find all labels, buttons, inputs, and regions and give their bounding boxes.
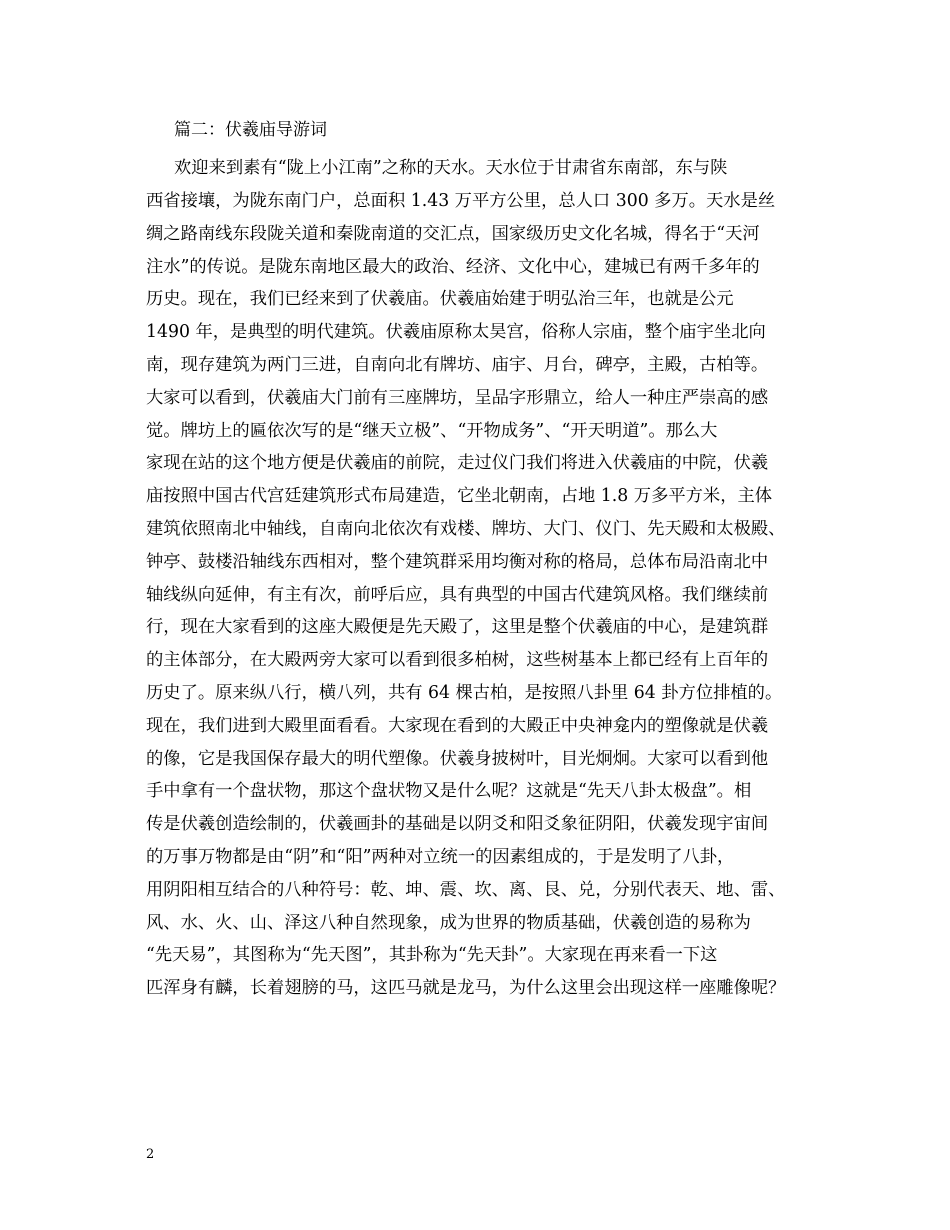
paragraph-line: 的主体部分，在大殿两旁大家可以看到很多柏树，这些树基本上都已经有上百年的 [146, 650, 769, 671]
paragraph-line: 钟亭、鼓楼沿轴线东西相对，整个建筑群采用均衡对称的格局，总体布局沿南北中 [146, 551, 769, 572]
paragraph-line: 匹浑身有麟，长着翅膀的马，这匹马就是龙马，为什么这里会出现这样一座雕像呢？ [146, 978, 786, 999]
paragraph-line: 现在，我们进到大殿里面看看。大家现在看到的大殿正中央神龛内的塑像就是伏羲 [146, 715, 769, 736]
paragraph-line: 行，现在大家看到的这座大殿便是先天殿了，这里是整个伏羲庙的中心，是建筑群 [146, 617, 769, 638]
paragraph-line: 历史。现在，我们已经来到了伏羲庙。伏羲庙始建于明弘治三年，也就是公元 [146, 289, 734, 310]
paragraph-line: 庙按照中国古代宫廷建筑形式布局建造，它坐北朝南，占地 1.8 万多平方米，主体 [146, 486, 773, 507]
paragraph-line: 轴线纵向延伸，有主有次，前呼后应，具有典型的中国古代建筑风格。我们继续前 [146, 584, 769, 605]
section-heading: 篇二：伏羲庙导游词 [174, 120, 327, 140]
paragraph-line: 的万事万物都是由“阴”和“阳”两种对立统一的因素组成的，于是发明了八卦， [146, 846, 735, 867]
paragraph-line: 南，现存建筑为两门三进，自南向北有牌坊、庙宇、月台，碑亭，主殿，古柏等。 [146, 354, 769, 375]
paragraph-line: 建筑依照南北中轴线，自南向北依次有戏楼、牌坊、大门、仪门、先天殿和太极殿、 [146, 518, 786, 539]
paragraph-line: 传是伏羲创造绘制的，伏羲画卦的基础是以阴爻和阳爻象征阴阳，伏羲发现宇宙间 [146, 814, 769, 835]
paragraph-line: 历史了。原来纵八行，横八列，共有 64 棵古柏，是按照八卦里 64 卦方位排植的。 [146, 682, 783, 703]
paragraph-line: 风、水、火、山、泽这八种自然现象，成为世界的物质基础，伏羲创造的易称为 [146, 912, 751, 933]
page-number: 2 [146, 1147, 155, 1162]
paragraph-line: 绸之路南线东段陇关道和秦陇南道的交汇点，国家级历史文化名城，得名于“天河 [146, 223, 760, 244]
paragraph-line: 觉。牌坊上的匾依次写的是“继天立极”、“开物成务”、“开天明道”。那么大 [146, 420, 718, 441]
paragraph-line: 注水”的传说。是陇东南地区最大的政治、经济、文化中心，建城已有两千多年的 [146, 256, 760, 277]
paragraph-line: 手中拿有一个盘状物，那这个盘状物又是什么呢？这就是“先天八卦太极盘”。相 [146, 781, 752, 802]
paragraph-line: 用阴阳相互结合的八种符号：乾、坤、震、坎、离、艮、兑，分别代表天、地、雷、 [146, 879, 786, 900]
paragraph-line: “先天易”，其图称为“先天图”，其卦称为“先天卦”。大家现在再来看一下这 [146, 945, 718, 966]
paragraph-line: 的像，它是我国保存最大的明代塑像。伏羲身披树叶，目光炯炯。大家可以看到他 [146, 748, 769, 769]
paragraph-line: 1490 年，是典型的明代建筑。伏羲庙原称太昊宫，俗称人宗庙，整个庙宇坐北向 [146, 322, 766, 343]
paragraph-line: 大家可以看到，伏羲庙大门前有三座牌坊，呈品字形鼎立，给人一种庄严崇高的感 [146, 387, 769, 408]
paragraph-body [146, 185, 826, 1005]
paragraph-line: 家现在站的这个地方便是伏羲庙的前院，走过仪门我们将进入伏羲庙的中院，伏羲 [146, 453, 769, 474]
paragraph-line: 西省接壤，为陇东南门户，总面积 1.43 万平方公里，总人口 300 多万。天水是丝 [146, 191, 776, 211]
paragraph-first-line: 欢迎来到素有“陇上小江南”之称的天水。天水位于甘肃省东南部，东与陕 [174, 158, 728, 178]
